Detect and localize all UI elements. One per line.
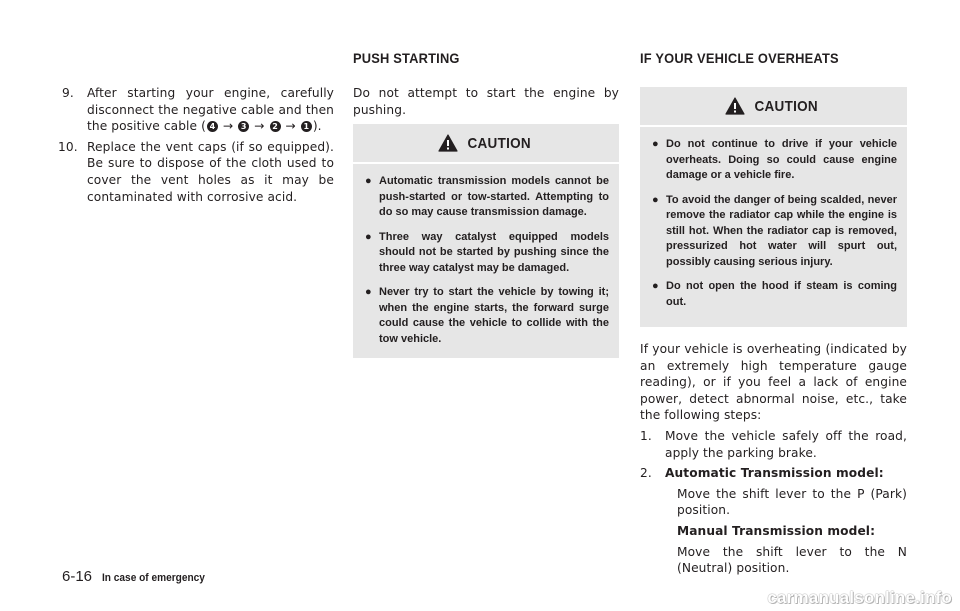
mt-model-text: Move the shift lever to the N (Neutral) position. [677,544,907,576]
circled-number-1: 1 [301,121,312,132]
arrow-right-icon: → [254,119,265,134]
caution-list [640,127,907,320]
list-item-9 [62,85,334,135]
push-starting-intro: Do not attempt to start the engine by pushing. [353,86,619,117]
list-item-10 [58,139,334,205]
caution-bullet [652,193,897,271]
list-number: 2. [640,466,652,481]
circled-number-2: 2 [270,121,281,132]
caution-box-push-starting [353,124,619,358]
arrow-right-icon: → [222,119,234,134]
caution-text: To avoid the danger of being scalded, never remove the radiator cap while the engine is still hot. When the radiator cap is removed, pressurized hot water will spurt out, possibly causing serious injury. [666,193,897,268]
caution-bullet [365,174,609,221]
bullet-icon: ● [365,286,372,298]
warning-triangle-icon [438,134,458,152]
circled-number-4: 4 [207,121,218,132]
step-1-text: Move the vehicle safely off the road, apply the parking brake. [665,428,907,460]
watermark: carmanualsonline.info [767,588,952,607]
overheats-intro: If your vehicle is overheating (indicated by an extremely high temperature gauge reading), or if you feel a lack of engine power, detect abnormal noise, etc., take the following steps: [640,342,907,423]
bullet-icon: ● [365,230,372,243]
caution-text: Do not open the hood if steam is coming out. [666,280,897,308]
caution-text: Do not continue to drive if your vehicle overheats. Doing so could cause engine damage or a vehicle fire. [666,138,897,181]
caution-text: Three way catalyst equipped models should not be started by pushing since the three way catalyst may be damaged. [379,230,609,274]
caution-bullet [652,137,897,184]
caution-title: CAUTION [754,97,819,115]
caution-list [353,164,619,357]
caution-text: Automatic transmission models cannot be push-started or tow-started. Attempting to do so may cause transmission damage. [379,175,609,218]
item-9-text: After starting your engine, carefully disconnect the negative cable and then the positive cable ( [87,86,334,134]
caution-header [640,87,907,127]
circled-number-3: 3 [238,121,249,132]
at-model-label: Automatic Transmission model: [665,466,884,481]
caution-box-overheats [640,87,907,327]
item-10-text: Replace the vent caps (if so equipped). Be sure to dispose of the cloth used to cover the vent holes as it may be contaminated with corrosive acid. [87,139,334,204]
caution-text: Never try to start the vehicle by towing it; when the engine starts, the forward surge could cause the vehicle to collide with the tow vehicle. [379,286,609,345]
caution-bullet [652,279,897,310]
bullet-icon: ● [652,280,659,292]
caution-title: CAUTION [467,134,531,152]
section-name: In case of emergency [102,572,205,584]
at-model-text: Move the shift lever to the P (Park) position. [677,486,907,518]
section-heading-push-starting: PUSH STARTING [353,50,460,66]
mt-model-label: Manual Transmission model: [677,523,876,538]
bullet-icon: ● [652,138,659,150]
step-2 [640,465,907,577]
caution-header [353,124,619,164]
bullet-icon: ● [365,175,372,187]
section-heading-overheats: IF YOUR VEHICLE OVERHEATS [640,50,839,66]
caution-bullet [365,230,609,277]
list-number: 10. [58,139,78,154]
list-number: 1. [640,428,652,443]
list-number: 9. [62,86,74,100]
arrow-right-icon: → [285,119,296,134]
page-footer [62,568,214,585]
bullet-icon: ● [652,193,659,206]
page-number: 6-16 [62,568,93,585]
warning-triangle-icon [725,97,745,115]
step-1 [640,428,907,461]
item-9-text-end: ). [312,119,322,134]
caution-bullet [365,285,609,347]
